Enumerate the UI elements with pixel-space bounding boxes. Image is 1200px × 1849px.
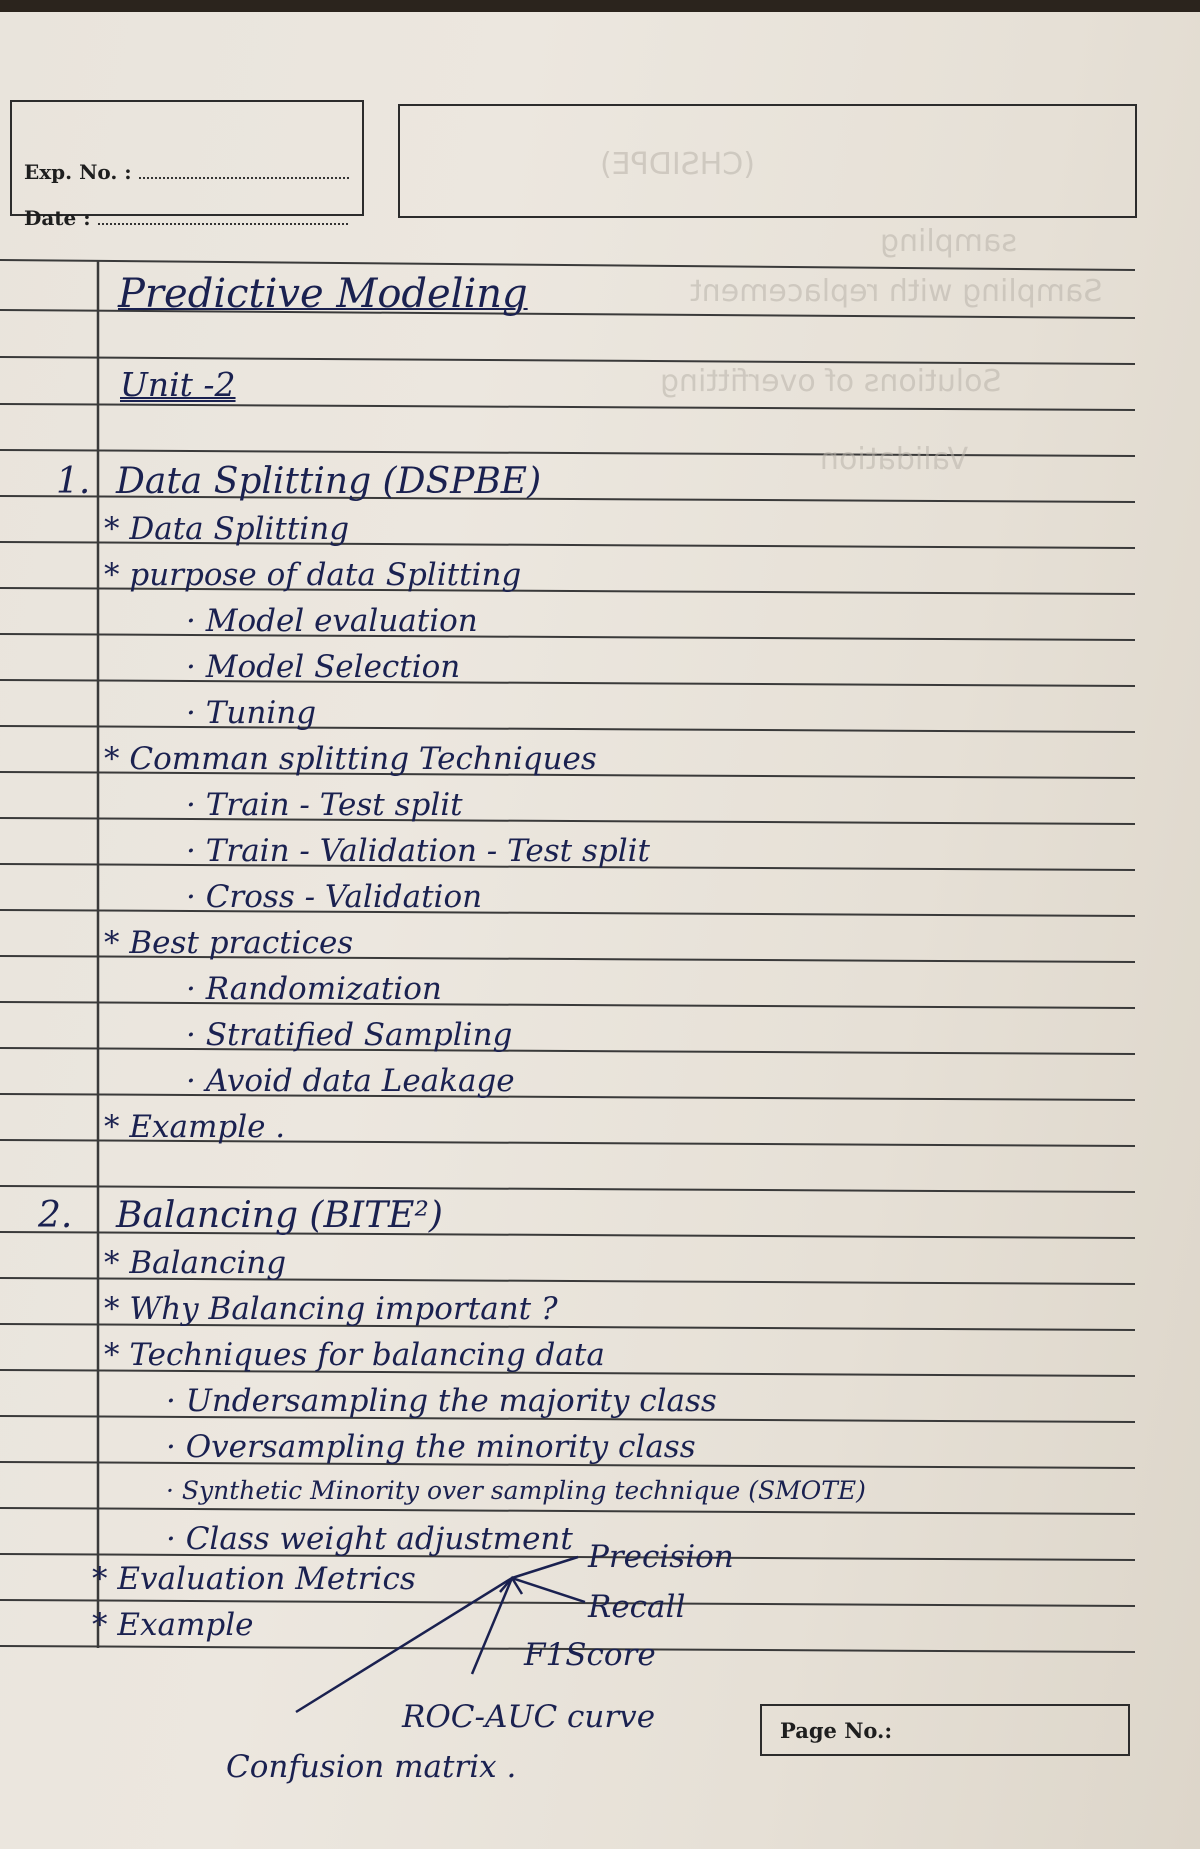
- s2-item-example: * Example: [92, 1607, 254, 1643]
- metric-f1score: F1Score: [524, 1637, 656, 1673]
- s1-item-model-evaluation: · Model evaluation: [186, 603, 478, 639]
- s1-item-best-practices: * Best practices: [104, 925, 354, 961]
- metric-roc-auc: ROC-AUC curve: [402, 1699, 656, 1735]
- exp-date-box: [10, 100, 364, 216]
- metric-confusion-matrix: Confusion matrix .: [226, 1749, 517, 1785]
- s2-item-undersampling: · Undersampling the majority class: [166, 1383, 717, 1419]
- s2-item-techniques: * Techniques for balancing data: [104, 1337, 605, 1373]
- page-no-box: [760, 1704, 1130, 1756]
- bleed-through-4: Solutions of overfitting: [660, 364, 1002, 399]
- s1-item-model-selection: · Model Selection: [186, 649, 461, 685]
- section2-heading: Balancing (BITE²): [116, 1195, 443, 1236]
- s1-item-tuning: · Tuning: [186, 695, 317, 731]
- s1-item-purpose: * purpose of data Splitting: [104, 557, 522, 593]
- unit-heading: Unit -2: [120, 365, 236, 404]
- s1-item-data-splitting: * Data Splitting: [104, 511, 350, 547]
- section1-heading: Data Splitting (DSPBE): [116, 461, 542, 502]
- s2-item-class-weight: · Class weight adjustment: [166, 1521, 573, 1557]
- exp-no-field: [24, 160, 349, 184]
- s1-item-train-val-test: · Train - Validation - Test split: [186, 833, 650, 869]
- s1-item-cross-validation: · Cross - Validation: [186, 879, 483, 915]
- notebook-page: [0, 12, 1200, 1849]
- date-label: Date :: [24, 206, 91, 230]
- s2-item-smote: · Synthetic Minority over sampling technique (SMOTE): [166, 1476, 866, 1505]
- s1-item-stratified: · Stratified Sampling: [186, 1017, 513, 1053]
- bleed-through-5: Validation: [820, 442, 969, 477]
- metric-precision: Precision: [588, 1539, 734, 1575]
- s2-item-balancing: * Balancing: [104, 1245, 287, 1281]
- section2-number: 2.: [38, 1195, 73, 1236]
- s1-item-avoid-leakage: · Avoid data Leakage: [186, 1063, 515, 1099]
- s2-item-why-important: * Why Balancing important ?: [104, 1291, 558, 1327]
- s1-item-randomization: · Randomization: [186, 971, 442, 1007]
- s1-item-splitting-techniques: * Comman splitting Techniques: [104, 741, 597, 777]
- metric-recall: Recall: [588, 1589, 686, 1625]
- bleed-through-2: sampling: [880, 224, 1018, 259]
- bleed-through-1: (CHSIDPE): [600, 147, 755, 182]
- page-title: Predictive Modeling: [118, 271, 528, 317]
- s1-item-example: * Example .: [104, 1109, 286, 1145]
- s1-item-train-test: · Train - Test split: [186, 787, 463, 823]
- s2-item-oversampling: · Oversampling the minority class: [166, 1429, 696, 1465]
- bleed-through-3: Sampling with replacement: [690, 274, 1103, 309]
- header-blank-box: [398, 104, 1137, 218]
- page-no-label: Page No.:: [780, 1718, 893, 1743]
- date-field: [24, 206, 348, 230]
- section1-number: 1.: [56, 461, 91, 502]
- exp-no-label: Exp. No. :: [24, 160, 132, 184]
- s2-item-evaluation-metrics: * Evaluation Metrics: [92, 1561, 416, 1597]
